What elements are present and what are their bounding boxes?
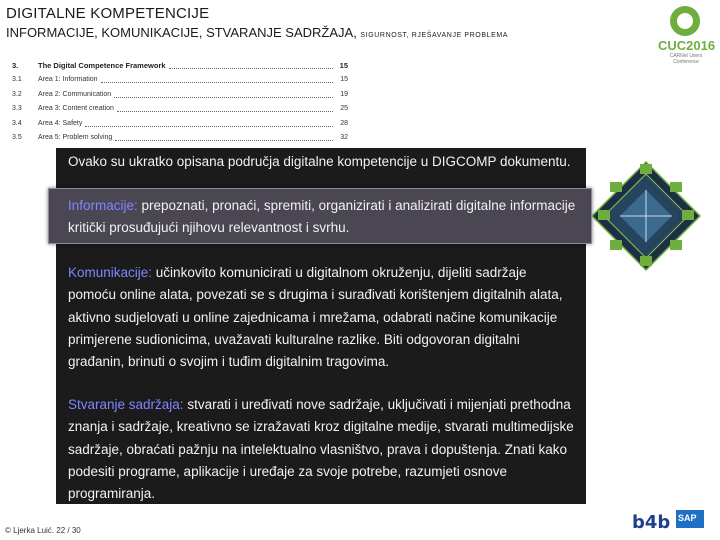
slide-header bbox=[0, 0, 720, 44]
toc-num: 3.3 bbox=[12, 105, 22, 113]
b4b-logo: b4b bbox=[632, 512, 671, 533]
information-paragraph bbox=[68, 195, 576, 240]
information-key: Informacije: bbox=[68, 198, 138, 213]
cuc-logo-icon bbox=[670, 6, 700, 36]
toc-num: 3.4 bbox=[12, 119, 22, 127]
content-creation-text: stvarati i uređivati nove sadržaje, uključivati i mijenjati prethodna znanja i sadržaje, kreativno se izražavati kroz digitalne medije, stvarati multimedijske sadržaje, obraćati pažnju na intelektualno vlasništvo, prava i dopuštenja. Znati kako podesiti programe, aplikacije i uređaje za svoje potrebe, razumjeti osnove programiranja. bbox=[68, 397, 574, 502]
toc-row bbox=[12, 87, 348, 102]
toc-num: 3.2 bbox=[12, 90, 22, 98]
information-text: prepoznati, pronaći, spremiti, organizirati i analizirati digitalne informacije kritički prosuđujući njihovu relevantnost i svrhu. bbox=[68, 198, 576, 236]
toc-label: Area 2: Communication bbox=[38, 90, 112, 98]
toc-label: The Digital Competence Framework bbox=[38, 60, 166, 70]
toc-page: 28 bbox=[340, 119, 348, 127]
competence-diagram-image bbox=[590, 160, 702, 272]
toc-label: Area 4: Safety bbox=[38, 119, 83, 127]
toc-leader bbox=[114, 91, 333, 98]
sap-logo-icon bbox=[676, 510, 704, 528]
subtitle-main: INFORMACIJE, KOMUNIKACIJE, STVARANJE SADRŽAJA, bbox=[6, 25, 361, 40]
toc-row bbox=[12, 131, 348, 146]
slide-subtitle bbox=[6, 25, 508, 40]
sap-logo-text: SAP bbox=[678, 513, 697, 523]
partner-logos bbox=[632, 510, 716, 538]
toc-page: 25 bbox=[340, 105, 348, 113]
toc-heading-row bbox=[12, 58, 348, 73]
toc-num: 3. bbox=[12, 60, 19, 70]
table-of-contents bbox=[12, 58, 348, 145]
panel-intro: Ovako su ukratko opisana područja digitalne kompetencije u DIGCOMP dokumentu. bbox=[68, 154, 571, 169]
toc-page: 15 bbox=[340, 76, 348, 84]
toc-label: Area 3: Content creation bbox=[38, 105, 114, 113]
toc-page: 15 bbox=[339, 60, 348, 70]
toc-page: 19 bbox=[340, 90, 348, 98]
cuc-logo-name: CUC2016 bbox=[658, 38, 716, 53]
subtitle-small: SIGURNOST, RJEŠAVANJE PROBLEMA bbox=[360, 32, 509, 39]
toc-num: 3.5 bbox=[12, 134, 22, 142]
toc-row bbox=[12, 116, 348, 131]
toc-page: 32 bbox=[340, 134, 348, 142]
toc-row bbox=[12, 102, 348, 117]
text-panel bbox=[56, 148, 586, 504]
toc-label: Area 1: Information bbox=[38, 76, 98, 84]
toc-num: 3.1 bbox=[12, 76, 22, 84]
communication-paragraph bbox=[68, 262, 576, 373]
toc-leader bbox=[101, 76, 333, 83]
toc-leader bbox=[85, 120, 333, 127]
cuc-logo-tagline: CARNet Users Conference bbox=[669, 53, 703, 65]
toc-row bbox=[12, 73, 348, 88]
communication-key: Komunikacije: bbox=[68, 265, 153, 280]
toc-leader bbox=[115, 134, 333, 141]
toc-leader bbox=[117, 105, 333, 112]
slide-title: DIGITALNE KOMPETENCIJE bbox=[6, 5, 210, 22]
toc-leader bbox=[169, 62, 333, 69]
content-creation-key: Stvaranje sadržaja: bbox=[68, 397, 184, 412]
cuc-logo bbox=[658, 6, 716, 65]
diagram-diamond-icon bbox=[592, 162, 700, 270]
toc-label: Area 5: Problem solving bbox=[38, 134, 113, 142]
content-creation-paragraph bbox=[68, 394, 576, 505]
communication-text: učinkovito komunicirati u digitalnom okruženju, dijeliti sadržaje pomoću online alata, povezati se s drugima i surađivati korištenjem digitalnih alata, aktivno sudjelovati u online zajednicama i mrežama, odabrati načine komunikacije primjerene sudionicima, uvažavati kulturalne razlike. Biti odgovoran digitalni građanin, brinuti o svojim i tuđim digitalnim tragovima. bbox=[68, 265, 563, 370]
slide-footer: © Ljerka Luić. 22 / 30 bbox=[5, 526, 81, 535]
